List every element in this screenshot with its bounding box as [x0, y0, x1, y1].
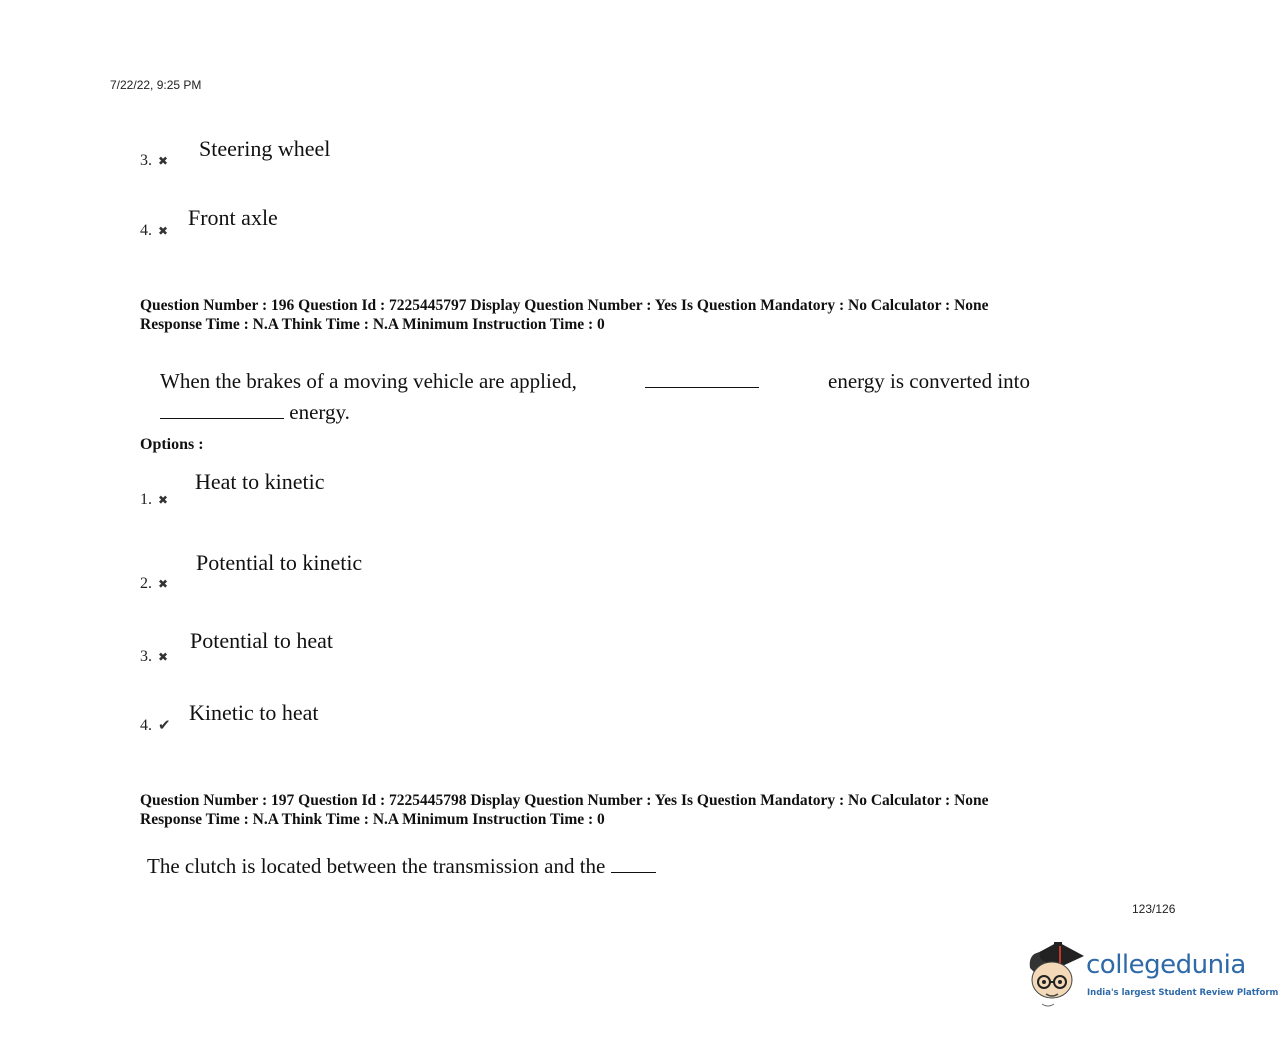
blank-line: [611, 871, 656, 873]
q196-option-2-number: [140, 575, 168, 593]
q197-meta-line1: Question Number : 197 Question Id : 7225445798 Display Question Number : Yes Is Question Mandatory : No Calculator : None: [140, 792, 989, 809]
collegedunia-logo-icon: [1024, 938, 1086, 1010]
q196-meta-line2: Response Time : N.A Think Time : N.A Minimum Instruction Time : 0: [140, 316, 605, 333]
q196-option-3-text: Potential to heat: [190, 628, 333, 653]
option-number: 4.: [140, 717, 152, 734]
option-number: 4.: [140, 222, 152, 239]
blank-line: [645, 386, 759, 388]
q197-text: The clutch is located between the transmission and the: [147, 854, 606, 878]
q196-option-3-number: [140, 648, 168, 666]
q196-text-part3: energy.: [289, 400, 350, 424]
option-number: 3.: [140, 152, 152, 169]
q196-text-part1: When the brakes of a moving vehicle are applied,: [160, 369, 577, 393]
q196-text-part2: energy is converted into: [828, 369, 1030, 393]
option-number: 3.: [140, 648, 152, 665]
q196-option-1-text: Heat to kinetic: [195, 469, 325, 494]
cross-icon: ✖: [158, 577, 169, 591]
print-timestamp: 7/22/22, 9:25 PM: [110, 78, 202, 92]
page-number: 123/126: [1132, 902, 1176, 916]
logo-name: collegedunia: [1086, 950, 1246, 980]
blank-line: [160, 417, 284, 419]
q197-question-text: [147, 854, 656, 879]
options-label: Options :: [140, 436, 204, 453]
prev-option-3-text: Steering wheel: [199, 136, 331, 161]
cross-icon: ✖: [158, 493, 169, 507]
q196-meta-line1: Question Number : 196 Question Id : 7225445797 Display Question Number : Yes Is Question Mandatory : No Calculator : None: [140, 297, 989, 314]
q196-option-2-text: Potential to kinetic: [196, 550, 363, 575]
q196-option-4-number: [140, 716, 171, 735]
cross-icon: ✖: [158, 224, 169, 238]
logo-tagline: India's largest Student Review Platform: [1087, 988, 1279, 998]
option-number: 1.: [140, 491, 152, 508]
q197-meta-line2: Response Time : N.A Think Time : N.A Minimum Instruction Time : 0: [140, 811, 605, 828]
option-number: 2.: [140, 575, 152, 592]
prev-option-4-text: Front axle: [188, 205, 278, 230]
prev-option-4-number: [140, 222, 168, 240]
q196-option-4-text: Kinetic to heat: [189, 700, 319, 725]
cross-icon: ✖: [158, 154, 169, 168]
q196-meta: [140, 296, 989, 334]
q197-meta: [140, 791, 989, 829]
check-icon: ✔: [158, 716, 171, 734]
q196-question-text: [160, 369, 1030, 425]
q196-option-1-number: [140, 491, 168, 509]
cross-icon: ✖: [158, 650, 169, 664]
prev-option-3-number: [140, 152, 168, 170]
